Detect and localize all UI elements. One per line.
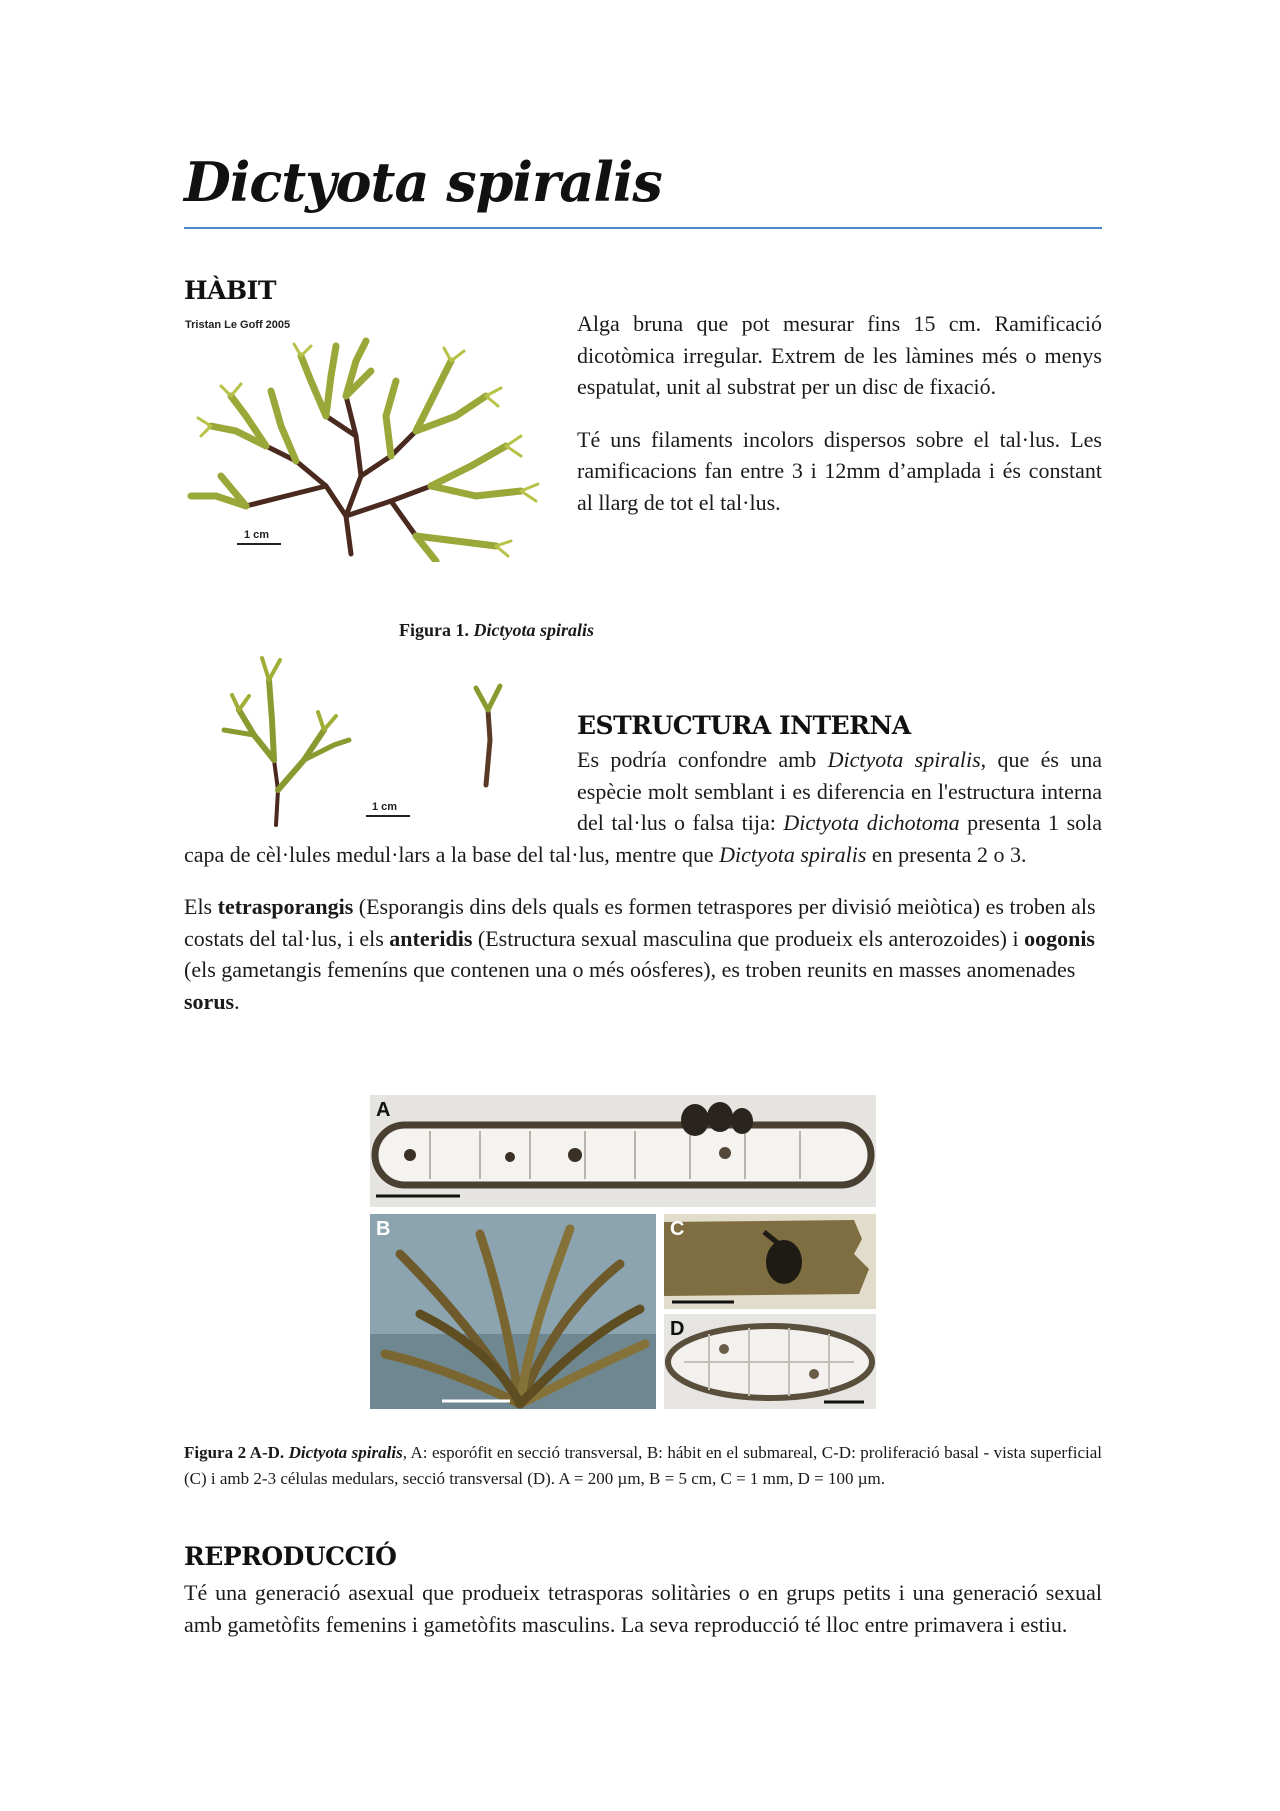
- text-run: (Esporangis dins dels quals es formen tetraspores per divisió meiòtica) es troben als costats del tal·lus, i els: [184, 894, 1096, 951]
- medullary-section-image: [664, 1314, 876, 1409]
- figure-1-caption: [399, 620, 594, 641]
- figure-2-species: Dictyota spiralis: [288, 1443, 403, 1462]
- figure-2-caption: [184, 1440, 1102, 1492]
- title-underline: [184, 227, 1102, 229]
- reproduccio-paragraph: Té una generació asexual que produeix tetrasporas solitàries o en grups petits i una generació sexual amb gametòfits femenins i gametòfits masculins. La seva reproducció té lloc entre primavera i estiu.: [184, 1580, 1102, 1637]
- panel-label-a: A: [376, 1099, 391, 1121]
- term-anteridis: anteridis: [389, 925, 473, 951]
- panel-label-c: C: [670, 1218, 685, 1240]
- text-run: , que és una espècie molt semblant i es diferencia en l'estructura interna del tal·lus o falsa tija:: [577, 747, 1102, 835]
- page-title: Dictyota spiralis: [184, 150, 662, 214]
- reproduccio-heading: REPRODUCCIÓ: [184, 1542, 397, 1571]
- scale-bar-top: [237, 543, 281, 545]
- figure-2-description: , A: esporófit en secció transversal, B: hábit en el submareal, C-D: proliferació basal - vista superficial (C) i amb 2-3 células medulars, secció transversal (D). A = 200 µm, B = 5 cm, C = 1 mm, D = 100 µm.: [184, 1443, 1103, 1488]
- text-run: (Estructura sexual masculina que produeix els anterozoides) i: [472, 925, 1025, 951]
- term-sorus: sorus: [184, 988, 235, 1014]
- figure-2-panel-d: [664, 1314, 876, 1409]
- figure-2-label: Figura 2 A-D.: [184, 1443, 285, 1462]
- scale-label-bottom: 1 cm: [372, 801, 398, 813]
- species-name: Dictyota spiralis: [719, 841, 867, 867]
- text-run: Els: [184, 894, 218, 919]
- habit-paragraph-1: Alga bruna que pot mesurar fins 15 cm. Ramificació dicotòmica irregular. Extrem de les làmines més o menys espatulat, unit al substrat per un disc de fixació.: [577, 311, 1102, 399]
- species-name: Dictyota spiralis: [827, 747, 981, 772]
- term-tetrasporangis: tetrasporangis: [217, 894, 354, 919]
- species-name: Dictyota dichotoma: [783, 810, 960, 835]
- text-run: Es podría confondre amb: [577, 747, 828, 772]
- figure-1-name: Dictyota spiralis: [473, 620, 594, 640]
- habit-heading: HÀBIT: [184, 276, 276, 305]
- scale-label-top: 1 cm: [244, 529, 270, 541]
- figure-2-panel-c: [664, 1214, 876, 1309]
- term-oogonis: oogonis: [1024, 925, 1095, 951]
- figure-2-panel-b: [370, 1214, 656, 1409]
- estructura-text: [184, 744, 1102, 1017]
- figure-2-caption-text: [184, 1440, 1102, 1492]
- submarine-habit-photo: [370, 1214, 656, 1409]
- wrap-spacer: [184, 744, 577, 838]
- estructura-paragraph-2: [184, 891, 1102, 1017]
- figure-2-panel-a: [370, 1095, 876, 1207]
- habit-paragraph-2: Té uns filaments incolors dispersos sobre el tal·lus. Les ramificacions fan entre 3 i 12mm d’amplada i és constant al llarg de tot el tal·lus.: [577, 426, 1102, 515]
- text-run: presenta 1 sola capa de cèl·lules medul·lars a la base del tal·lus, mentre que: [184, 810, 1103, 867]
- text-run: (els gametangis femeníns que contenen una o més oósferes), es troben reunits en masses anomenades: [184, 957, 1076, 982]
- algae-habit-illustration: [186, 336, 548, 562]
- text-run: .: [234, 988, 240, 1014]
- text-run: en presenta 2 o 3.: [866, 841, 1027, 867]
- figure-1-label: Figura 1.: [399, 620, 469, 640]
- habit-text: [577, 308, 1102, 518]
- panel-label-b: B: [376, 1218, 391, 1240]
- reproduccio-text: [184, 1577, 1102, 1640]
- cross-section-image: [370, 1095, 876, 1207]
- panel-label-d: D: [670, 1318, 685, 1340]
- estructura-heading: ESTRUCTURA INTERNA: [577, 711, 911, 740]
- photo-credit: Tristan Le Goff 2005: [185, 319, 291, 331]
- surface-view-image: [664, 1214, 876, 1309]
